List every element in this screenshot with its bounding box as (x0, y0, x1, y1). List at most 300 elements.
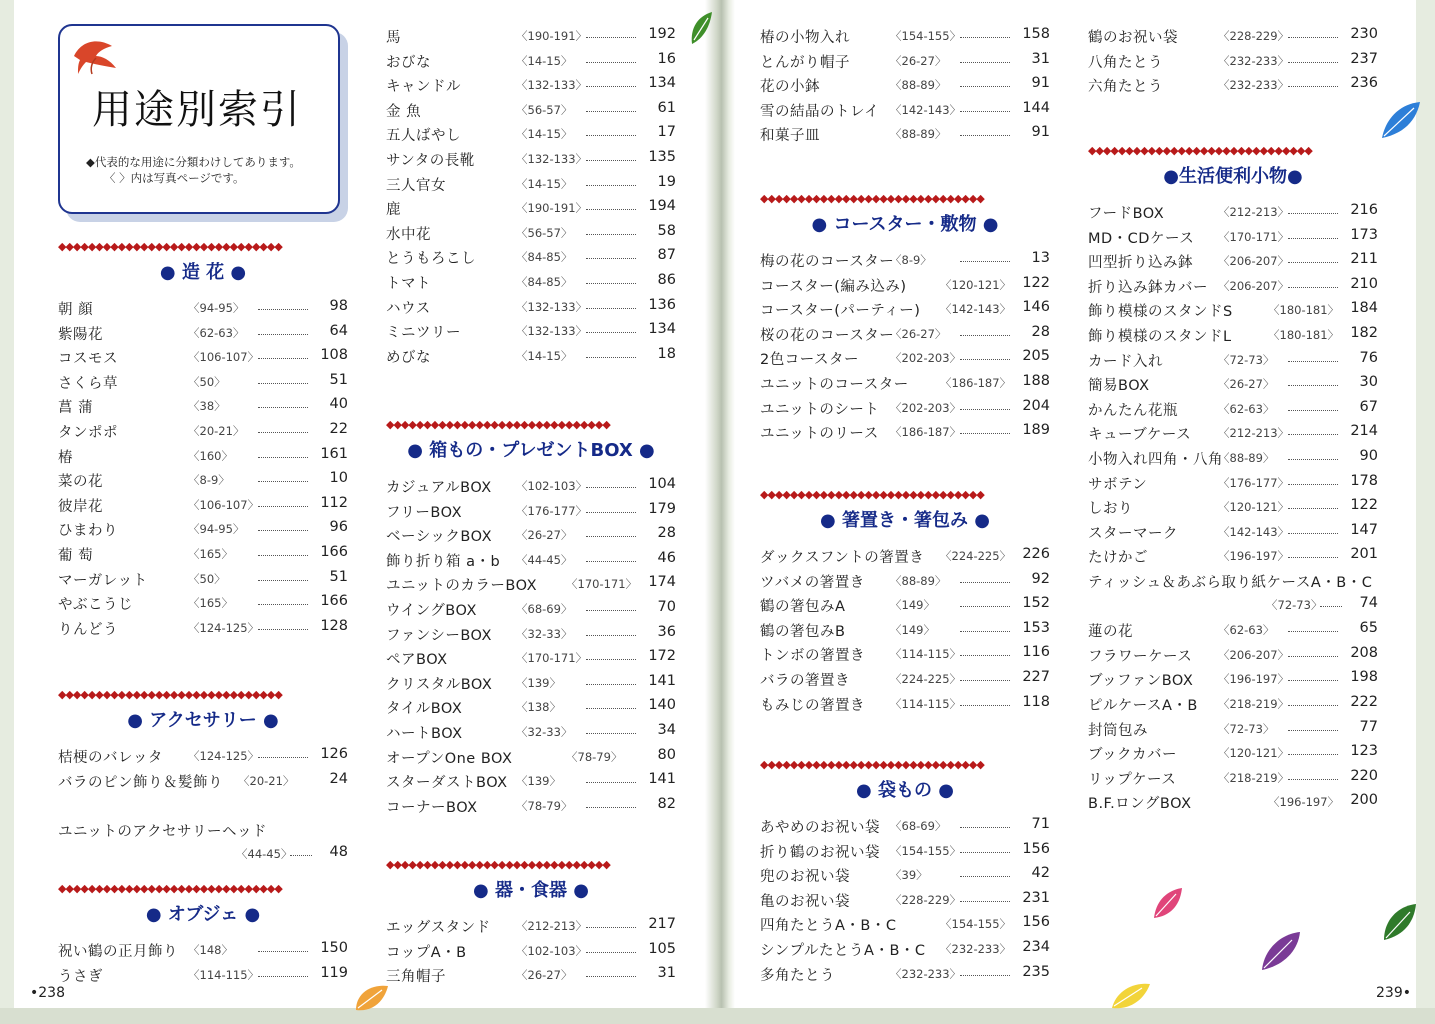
entry-leader (586, 357, 636, 358)
entry-name: 鹿 (386, 202, 401, 219)
entry-leader (586, 283, 636, 284)
leaf-icon (1378, 98, 1424, 142)
entry-page-number: 90 (1359, 448, 1378, 464)
entry-page-number: 42 (1031, 865, 1050, 882)
index-entry (58, 569, 348, 589)
entry-photo-page: 〈206-207〉 (1218, 254, 1290, 269)
entry-name: フリーBOX (386, 504, 463, 521)
entry-page-number: 152 (1022, 595, 1050, 612)
index-entry (58, 396, 348, 416)
index-column-2 (386, 26, 676, 996)
entry-photo-page: 〈38〉 (188, 399, 226, 414)
leaf-icon (1108, 978, 1154, 1014)
entry-photo-page: 〈142-143〉 (890, 102, 962, 117)
section-header (58, 240, 348, 286)
entry-photo-page: 〈14-15〉 (516, 127, 573, 142)
index-entry (386, 26, 676, 46)
index-entry (760, 595, 1050, 615)
entry-name: 兜のお祝い袋 (760, 869, 850, 886)
entry-photo-page: 〈72-73〉 (1218, 721, 1275, 736)
entry-leader (960, 111, 1010, 112)
entry-page-number: 147 (1350, 521, 1378, 538)
entry-photo-page: 〈88-89〉 (1218, 451, 1275, 465)
index-entry (1088, 202, 1378, 222)
entry-name: 花の小鉢 (760, 79, 820, 96)
entry-name: 彼岸花 (58, 498, 103, 515)
entry-photo-page: 〈94-95〉 (188, 522, 245, 537)
entry-name: 菜の花 (58, 474, 103, 491)
entry-leader (258, 555, 308, 556)
index-entry (386, 550, 676, 570)
entry-name: あやめのお祝い袋 (760, 820, 880, 836)
entry-photo-page: 〈176-177〉 (516, 503, 588, 518)
entry-page-number: 161 (320, 445, 348, 462)
entry-page-number: 146 (1022, 299, 1050, 316)
index-entry (1088, 350, 1378, 370)
entry-name: 鶴のお祝い袋 (1088, 30, 1178, 46)
entry-page-number: 201 (1350, 546, 1378, 563)
entry-page-number: 22 (329, 421, 348, 437)
entry-name: かんたん花瓶 (1088, 402, 1178, 419)
entry-page-number: 16 (657, 50, 676, 67)
entry-leader (960, 631, 1010, 632)
entry-leader (1288, 459, 1338, 460)
entry-page-number: 91 (1031, 124, 1050, 141)
index-entry (1088, 300, 1378, 320)
entry-page-number: 51 (329, 371, 348, 388)
section-header (58, 882, 348, 928)
entry-page-number: 222 (1350, 694, 1378, 710)
index-entry (760, 398, 1050, 418)
entry-page-number: 226 (1022, 546, 1050, 562)
section-divider: ◆◆◆◆◆◆◆◆◆◆◆◆◆◆◆◆◆◆◆◆◆◆◆◆◆◆◆◆◆◆ (1088, 144, 1312, 157)
entry-leader (1288, 361, 1338, 362)
entry-leader (1288, 86, 1338, 87)
entry-photo-page: 〈170-171〉 (516, 651, 588, 666)
entry-name: 雪の結晶のトレイ (760, 103, 880, 120)
entry-photo-page: 〈142-143〉 (1218, 524, 1290, 539)
entry-leader (960, 86, 1010, 87)
entry-name: MD・CDケース (1088, 230, 1195, 247)
index-entry (760, 100, 1050, 120)
index-entry (58, 470, 348, 490)
entry-leader (1288, 62, 1338, 63)
entry-photo-page: 〈56-57〉 (516, 102, 573, 117)
entry-name: バラのピン飾り＆髪飾り (58, 774, 223, 791)
entry-photo-page: 〈186-187〉 (940, 376, 1012, 390)
entry-leader (258, 309, 308, 310)
index-column-3 (760, 26, 1050, 996)
entry-name: トマト (386, 276, 431, 292)
index-entry (386, 75, 676, 95)
entry-name: キューブケース (1088, 427, 1192, 444)
entry-photo-page: 〈212-213〉 (1218, 205, 1290, 219)
entry-name: さくら草 (58, 375, 118, 392)
index-entry (386, 722, 676, 742)
entry-leader (960, 62, 1010, 63)
entry-photo-page: 〈102-103〉 (516, 479, 588, 493)
entry-name: もみじの箸置き (760, 697, 865, 714)
entry-photo-page: 〈190-191〉 (516, 29, 588, 43)
index-entry (1088, 571, 1378, 615)
index-entry (1088, 546, 1378, 566)
entry-leader (960, 582, 1010, 583)
entry-photo-page: 〈114-115〉 (890, 647, 962, 662)
entry-leader (960, 37, 1010, 38)
entry-name: ユニットのアクセサリーヘッド (58, 823, 267, 840)
entry-name: ティッシュ＆あぶら取り紙ケースA・B・C (1088, 575, 1373, 591)
index-entry (1088, 694, 1378, 714)
entry-page-number: 211 (1350, 251, 1378, 268)
entry-page-number: 28 (1031, 323, 1050, 340)
entry-name: 六角たとう (1088, 79, 1163, 96)
index-entry (58, 618, 348, 638)
entry-name: 五人ばやし (386, 128, 461, 145)
section-divider: ◆◆◆◆◆◆◆◆◆◆◆◆◆◆◆◆◆◆◆◆◆◆◆◆◆◆◆◆◆◆ (58, 688, 282, 701)
entry-photo-page: 〈44-45〉 (236, 846, 293, 861)
entry-photo-page: 〈124-125〉 (188, 749, 260, 763)
entry-photo-page: 〈62-63〉 (188, 325, 245, 340)
index-entry (386, 476, 676, 496)
index-entry (386, 574, 676, 594)
entry-photo-page: 〈62-63〉 (1218, 623, 1275, 638)
entry-leader (586, 487, 636, 488)
entry-leader (586, 111, 636, 112)
entry-photo-page: 〈139〉 (516, 774, 561, 789)
entry-page-number: 51 (329, 568, 348, 585)
index-entry (760, 422, 1050, 442)
index-entry (760, 299, 1050, 319)
entry-name: りんどう (58, 621, 118, 638)
entry-name: 菖 蒲 (58, 400, 94, 417)
entry-page-number: 198 (1350, 669, 1378, 686)
entry-name: フラワーケース (1088, 648, 1193, 665)
entry-photo-page: 〈50〉 (188, 374, 226, 389)
entry-leader (586, 258, 636, 259)
entry-leader (586, 976, 636, 977)
index-entry (1088, 792, 1378, 812)
maple-leaf-icon (68, 36, 124, 76)
entry-page-number: 67 (1359, 398, 1378, 415)
entry-leader (1288, 754, 1338, 755)
section-divider: ◆◆◆◆◆◆◆◆◆◆◆◆◆◆◆◆◆◆◆◆◆◆◆◆◆◆◆◆◆◆ (760, 758, 984, 771)
index-entry (58, 495, 348, 515)
entry-page-number: 17 (657, 124, 676, 141)
entry-photo-page: 〈218-219〉 (1218, 770, 1290, 785)
entry-name: 朝 顔 (58, 302, 94, 318)
entry-photo-page: 〈170-171〉 (566, 577, 638, 592)
entry-leader (586, 952, 636, 953)
entry-page-number: 28 (657, 525, 676, 542)
entry-leader (586, 782, 636, 783)
entry-leader (586, 234, 636, 235)
entry-page-number: 58 (657, 222, 676, 239)
entry-page-number: 34 (657, 722, 676, 738)
section-header (386, 418, 676, 464)
entry-leader (1288, 631, 1338, 632)
index-entry (760, 348, 1050, 368)
entry-page-number: 134 (648, 321, 676, 338)
entry-name: 2色コースター (760, 352, 859, 369)
entry-name: ユニットのリース (760, 426, 879, 443)
index-entry (386, 965, 676, 985)
entry-page-number: 64 (329, 322, 348, 339)
index-entry (1088, 522, 1378, 542)
index-entry (760, 694, 1050, 714)
entry-page-number: 74 (1359, 595, 1378, 611)
entry-leader (960, 975, 1010, 976)
entry-photo-page: 〈148〉 (188, 943, 233, 957)
entry-page-number: 71 (1031, 816, 1050, 832)
entry-photo-page: 〈8-9〉 (890, 253, 932, 267)
entry-page-number: 96 (329, 519, 348, 536)
index-entry (1088, 743, 1378, 763)
entry-leader (258, 358, 308, 359)
entry-leader (586, 308, 636, 309)
section-header (760, 488, 1050, 534)
entry-leader (258, 757, 308, 758)
index-note: ◆代表的な用途に分類わけしてあります。 (86, 155, 301, 169)
entry-leader (586, 708, 636, 709)
entry-photo-page: 〈142-143〉 (940, 302, 1012, 317)
entry-photo-page: 〈32-33〉 (516, 626, 573, 641)
entry-name: 紫陽花 (58, 326, 103, 343)
entry-page-number: 205 (1022, 348, 1050, 365)
entry-leader (1288, 656, 1338, 657)
leaf-icon (1380, 900, 1420, 944)
section-title: ● コースター・敷物 ● (811, 214, 999, 235)
entry-name: サボテン (1088, 476, 1148, 493)
entry-name: ハウス (386, 300, 431, 317)
entry-photo-page: 〈120-121〉 (940, 277, 1012, 292)
entry-page-number: 40 (329, 396, 348, 413)
entry-name: バラの箸置き (760, 673, 850, 689)
entry-page-number: 112 (320, 494, 348, 511)
entry-photo-page: 〈190-191〉 (516, 201, 588, 216)
entry-photo-page: 〈26-27〉 (890, 53, 947, 68)
entry-page-number: 61 (657, 99, 676, 116)
entry-name: ブッファンBOX (1088, 673, 1194, 690)
entry-name: 飾り模様のスタンドL (1088, 329, 1232, 345)
entry-leader (1288, 533, 1338, 534)
entry-name: 桜の花のコースター (760, 327, 895, 344)
section-header (58, 688, 348, 734)
entry-name: スターダストBOX (386, 775, 508, 792)
entry-leader (1288, 287, 1338, 288)
leaf-icon (1150, 884, 1186, 924)
entry-photo-page: 〈154-155〉 (890, 843, 962, 858)
page-number-left: •238 (30, 985, 65, 1001)
entry-page-number: 31 (1031, 50, 1050, 67)
entry-page-number: 153 (1022, 619, 1050, 636)
entry-photo-page: 〈170-171〉 (1218, 229, 1290, 244)
entry-name: ひまわり (58, 523, 118, 540)
entry-photo-page: 〈132-133〉 (516, 299, 588, 314)
entry-leader (586, 807, 636, 808)
index-entry (386, 747, 676, 767)
index-entry (1088, 620, 1378, 640)
entry-photo-page: 〈202-203〉 (890, 351, 962, 366)
entry-page-number: 231 (1022, 889, 1050, 906)
entry-name: ペアBOX (386, 652, 448, 669)
entry-photo-page: 〈44-45〉 (516, 552, 573, 567)
entry-photo-page: 〈132-133〉 (516, 324, 588, 339)
entry-name: ユニットのカラーBOX (386, 578, 538, 595)
index-entry (760, 373, 1050, 393)
entry-page-number: 118 (1022, 693, 1050, 710)
index-entry (58, 940, 348, 960)
entry-leader (960, 705, 1010, 706)
entry-photo-page: 〈88-89〉 (890, 78, 947, 93)
entry-page-number: 123 (1350, 743, 1378, 760)
entry-page-number: 166 (320, 544, 348, 560)
entry-photo-page: 〈132-133〉 (516, 78, 588, 93)
index-entry (1088, 26, 1378, 46)
entry-name: 鶴の箸包みB (760, 623, 846, 640)
index-entry (386, 272, 676, 292)
index-entry (386, 124, 676, 144)
entry-name: ハートBOX (386, 726, 463, 742)
index-entry (760, 890, 1050, 910)
entry-photo-page: 〈196-197〉 (1218, 549, 1290, 564)
entry-page-number: 234 (1022, 939, 1050, 955)
index-entry (58, 446, 348, 466)
entry-photo-page: 〈56-57〉 (516, 225, 573, 240)
entry-page-number: 204 (1022, 397, 1050, 414)
entry-page-number: 214 (1350, 423, 1378, 440)
entry-page-number: 65 (1359, 620, 1378, 637)
entry-photo-page: 〈72-73〉 (1218, 352, 1275, 367)
entry-leader (960, 409, 1010, 410)
entry-photo-page: 〈62-63〉 (1218, 401, 1275, 416)
entry-page-number: 172 (648, 648, 676, 665)
entry-page-number: 98 (329, 298, 348, 314)
entry-photo-page: 〈212-213〉 (516, 919, 588, 933)
entry-leader (258, 629, 308, 630)
entry-name: ユニットのコースター (760, 377, 909, 393)
entry-leader (258, 407, 308, 408)
page-title: 用途別索引 (92, 87, 302, 133)
index-entry (1088, 423, 1378, 443)
entry-name: ファンシーBOX (386, 627, 492, 644)
entry-name: コップA・B (386, 944, 467, 961)
index-entry (760, 669, 1050, 689)
entry-name: ウイングBOX (386, 603, 477, 619)
entry-name: 亀のお祝い袋 (760, 893, 850, 910)
entry-page-number: 105 (648, 940, 676, 957)
entry-name: とうもろこし (386, 251, 476, 268)
index-entry (760, 75, 1050, 95)
entry-name: オープンOne BOX (386, 750, 513, 767)
entry-name: 鶴の箸包みA (760, 599, 846, 616)
entry-photo-page: 〈114-115〉 (890, 696, 962, 711)
entry-photo-page: 〈78-79〉 (516, 798, 573, 813)
entry-page-number: 92 (1031, 570, 1050, 587)
index-entry (1088, 448, 1378, 468)
entry-photo-page: 〈224-225〉 (940, 549, 1012, 563)
entry-leader (586, 37, 636, 38)
entry-photo-page: 〈84-85〉 (516, 250, 573, 265)
entry-page-number: 192 (648, 26, 676, 42)
index-entry (386, 51, 676, 71)
entry-leader (1288, 508, 1338, 509)
index-entry (58, 965, 348, 985)
entry-name: やぶこうじ (58, 597, 133, 614)
entry-photo-page: 〈114-115〉 (188, 967, 260, 982)
entry-page-number: 237 (1350, 50, 1378, 67)
entry-leader (258, 580, 308, 581)
entry-page-number: 87 (657, 247, 676, 264)
entry-page-number: 230 (1350, 26, 1378, 42)
entry-page-number: 10 (329, 470, 348, 487)
entry-page-number: 80 (657, 746, 676, 763)
entry-name: 三人官女 (386, 177, 446, 194)
entry-page-number: 194 (648, 198, 676, 215)
entry-leader (586, 512, 636, 513)
entry-leader (258, 457, 308, 458)
entry-name: 桔梗のバレッタ (58, 750, 163, 766)
index-entry (760, 914, 1050, 934)
section-header (760, 192, 1050, 238)
index-entry (760, 644, 1050, 664)
index-entry (58, 347, 348, 367)
entry-name: マーガレット (58, 572, 148, 589)
entry-page-number: 208 (1350, 644, 1378, 661)
entry-photo-page: 〈94-95〉 (188, 301, 245, 315)
entry-page-number: 48 (329, 843, 348, 860)
index-entry (386, 223, 676, 243)
entry-photo-page: 〈165〉 (188, 596, 233, 611)
section-title: ● 箱もの・プレゼントBOX ● (407, 440, 655, 461)
entry-name: 四角たとうA・B・C (760, 918, 897, 935)
entry-leader (960, 433, 1010, 434)
entry-page-number: 77 (1359, 718, 1378, 735)
entry-name: しおり (1088, 501, 1133, 518)
index-entry (1088, 473, 1378, 493)
entry-name: たけかご (1088, 550, 1148, 567)
entry-photo-page: 〈212-213〉 (1218, 426, 1290, 441)
entry-leader (586, 635, 636, 636)
entry-page-number: 122 (1022, 274, 1050, 291)
index-entry (1088, 325, 1378, 345)
entry-name: 折り鶴のお祝い袋 (760, 844, 880, 861)
entry-page-number: 91 (1031, 75, 1050, 92)
entry-photo-page: 〈160〉 (188, 448, 233, 463)
entry-leader (1288, 680, 1338, 681)
entry-photo-page: 〈20-21〉 (238, 773, 295, 788)
entry-photo-page: 〈78-79〉 (566, 749, 623, 764)
entry-leader (586, 733, 636, 734)
leaf-icon (352, 980, 392, 1018)
index-entry (58, 820, 348, 864)
entry-leader (258, 951, 308, 952)
entry-photo-page: 〈32-33〉 (516, 725, 573, 739)
entry-leader (960, 852, 1010, 853)
entry-page-number: 236 (1350, 75, 1378, 92)
entry-name: トンボの箸置き (760, 648, 865, 665)
entry-leader (258, 604, 308, 605)
entry-photo-page: 〈149〉 (890, 598, 935, 613)
index-entry (58, 746, 348, 766)
entry-photo-page: 〈26-27〉 (890, 326, 947, 341)
entry-page-number: 178 (1350, 472, 1378, 489)
index-entry (386, 624, 676, 644)
index-entry (58, 593, 348, 613)
entry-photo-page: 〈202-203〉 (890, 400, 962, 415)
entry-name: 和菓子皿 (760, 128, 820, 145)
entry-photo-page: 〈165〉 (188, 547, 233, 561)
entry-name: フードBOX (1088, 206, 1165, 222)
